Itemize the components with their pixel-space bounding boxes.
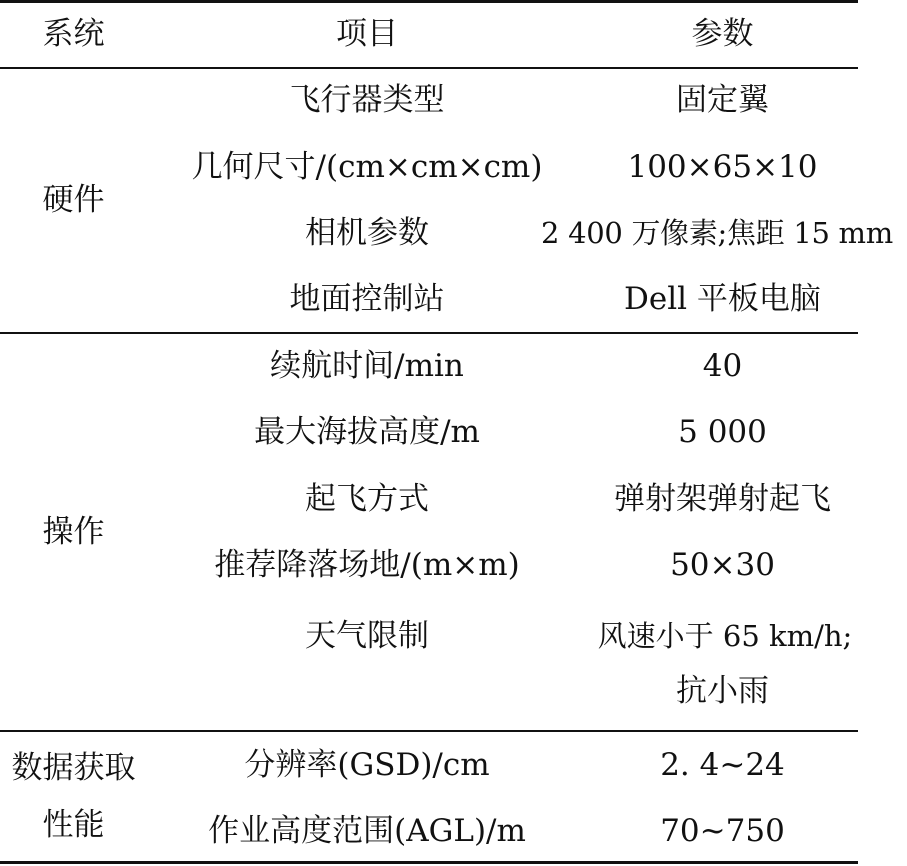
item-weather-limit: 天气限制 (305, 618, 429, 654)
param-aircraft-type: 固定翼 (676, 82, 769, 118)
header-system: 系统 (42, 16, 105, 52)
item-operating-altitude: 作业高度范围(AGL)/m (208, 813, 526, 849)
param-weather-limit-line1: 风速小于 65 km/h; (597, 619, 853, 653)
item-ground-station: 地面控制站 (289, 281, 445, 317)
group-rule-operation (0, 730, 858, 732)
param-operating-altitude: 70~750 (660, 813, 785, 849)
top-rule (0, 0, 858, 3)
item-camera: 相机参数 (305, 215, 429, 251)
param-dimensions: 100×65×10 (627, 149, 818, 185)
param-ground-station: Dell 平板电脑 (624, 281, 821, 317)
param-camera: 2 400 万像素;焦距 15 mm (541, 216, 893, 250)
item-max-altitude: 最大海拔高度/m (254, 414, 480, 450)
item-resolution: 分辨率(GSD)/cm (244, 747, 490, 783)
system-hardware: 硬件 (42, 182, 105, 218)
bottom-rule (0, 861, 858, 864)
param-resolution: 2. 4~24 (660, 747, 785, 783)
header-rule (0, 67, 858, 69)
item-aircraft-type: 飞行器类型 (289, 82, 445, 118)
system-data-acquisition-line1: 数据获取 (11, 750, 136, 786)
param-landing-site: 50×30 (670, 547, 775, 583)
param-takeoff-method: 弹射架弹射起飞 (614, 481, 831, 517)
header-param: 参数 (691, 16, 754, 52)
group-rule-hardware (0, 332, 858, 334)
item-takeoff-method: 起飞方式 (305, 481, 429, 517)
header-item: 项目 (336, 16, 398, 52)
item-landing-site: 推荐降落场地/(m×m) (214, 547, 520, 583)
item-endurance: 续航时间/min (270, 348, 464, 384)
system-data-acquisition-line2: 性能 (42, 807, 105, 843)
param-endurance: 40 (702, 348, 743, 384)
param-max-altitude: 5 000 (678, 414, 767, 450)
system-operation: 操作 (42, 514, 105, 550)
item-dimensions: 几何尺寸/(cm×cm×cm) (191, 149, 543, 185)
param-weather-limit-line2: 抗小雨 (676, 673, 769, 709)
